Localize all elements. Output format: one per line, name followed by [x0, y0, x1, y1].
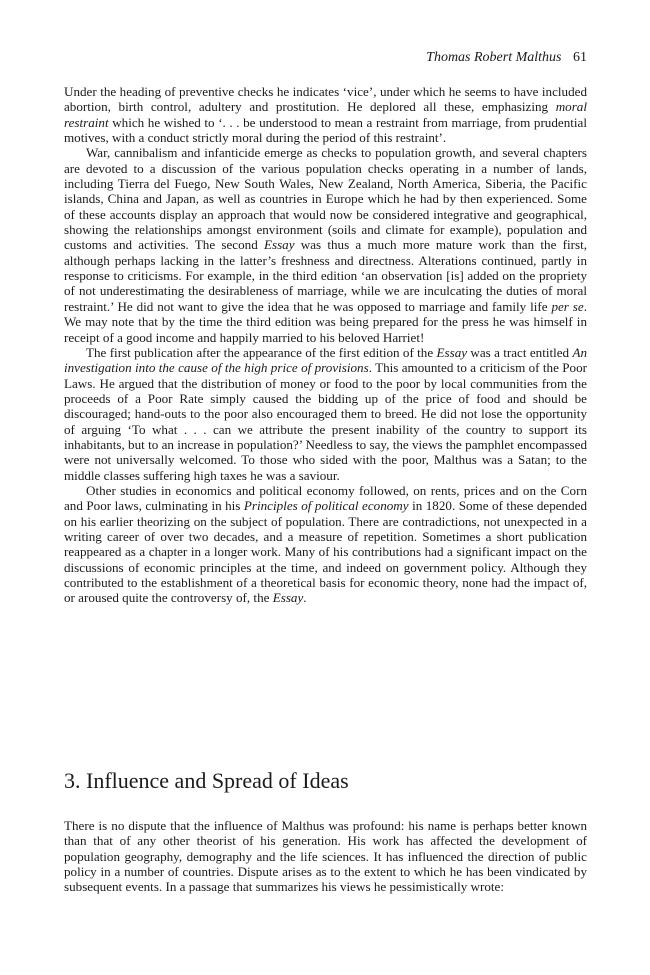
- text-run: was thus a much more mature work than the first, although perhaps lacking in the latter’s freshness and directness. Alterations continued, partly in response to criticisms. For example, in the third edition ‘an observation [is] added on the propriety of not underestimating the desirableness of marriage, while we are inculcating the duties of moral restraint.’ He did not want to give the idea that he was opposed to marriage and family life: [64, 237, 587, 314]
- section-influence: [64, 768, 587, 895]
- running-head: [426, 50, 587, 66]
- page-number: 61: [573, 50, 587, 65]
- text-run: Other studies in economics and political economy followed, on rents, prices and on the Corn and Poor laws, culminating in his: [64, 482, 587, 514]
- paragraph: [64, 483, 587, 606]
- text-run: which he wished to ‘. . . be understood to mean a restraint from marriage, from prudential motives, with a conduct strictly moral during the period of this restraint’.: [64, 114, 587, 146]
- italic-text: moral restraint: [64, 99, 587, 130]
- text-run: was a tract entitled: [467, 344, 573, 360]
- italic-text: An investigation into the cause of the high price of provisions: [64, 344, 587, 376]
- text-run: War, cannibalism and infanticide emerge as checks to population growth, and several chapters are devoted to a discussion of the various population checks operating in a number of lands, including Tierra del Fuego, New South Wales, New Zealand, North America, Siberia, the Pacific islands, China and Japan, as well as countries in Europe which he had by then experienced. Some of these accounts display an approach that would now be considered integrative and geographical, showing the relationships amongst environment (soils and climate for example), population and customs and activities. The second: [64, 145, 587, 253]
- text-run: .: [303, 590, 307, 606]
- running-head-author: Thomas Robert Malthus: [426, 50, 562, 65]
- text-run: . This amounted to a criticism of the Poor Laws. He argued that the distribution of money or food to the poor by local communities from the proceeds of a Poor Rate simply caused the bidding up of the price of food and should be discouraged; hand-outs to the poor also encouraged them to breed. He did not lose the opportunity of arguing ‘To what . . . can we attribute the present inability of the country to support its inhabitants, but to an increase in population?’ Needless to say, the views the pamphlet encompassed were not universally welcomed. To those who sided with the poor, Malthus was a Satan; to the middle classes suffering high taxes he was a saviour.: [64, 360, 587, 483]
- italic-text: Essay: [272, 590, 304, 606]
- paragraph: [64, 818, 587, 895]
- text-run: The first publication after the appearance of the first edition of the: [86, 344, 437, 360]
- paragraph: [64, 145, 587, 344]
- italic-text: per se: [551, 298, 584, 314]
- text-run: Under the heading of preventive checks he indicates ‘vice’, under which he seems to have included abortion, birth control, adultery and prostitution. He deplored all these, emphasizing: [64, 84, 587, 115]
- section-body: [64, 818, 587, 895]
- section-heading: 3. Influence and Spread of Ideas: [64, 768, 349, 793]
- paragraph: [64, 84, 587, 145]
- text-run: in 1820. Some of these depended on his earlier theorizing on the subject of population. There are contradictions, not unexpected in a writing career of over two decades, and a measure of repetition. Sometimes a short publication reappeared as a chapter in a longer work. Many of his contributions had a significant impact on the discussions of economic principles at the time, and indeed on government policy. Although they contributed to the establishment of a theoretical basis for economic theory, none had the impact of, or aroused quite the controversy of, the: [64, 498, 588, 606]
- italic-text: Essay: [263, 237, 295, 253]
- italic-text: Principles of political economy: [243, 498, 409, 514]
- text-run: There is no dispute that the influence of Malthus was profound: his name is perhaps better known than that of any other theorist of his generation. His work has affected the development of population geography, demography and the life sciences. It has influenced the direction of public policy in a number of countries. Dispute arises as to the extent to which he has been vindicated by subsequent events. In a passage that summarizes his views he pessimistically wrote:: [64, 818, 587, 895]
- italic-text: Essay: [436, 344, 468, 360]
- text-run: . We may note that by the time the third edition was being prepared for the press he was himself in receipt of a good income and happily married to his beloved Harriet!: [64, 298, 587, 345]
- paragraph: [64, 345, 587, 483]
- body-text: [64, 84, 587, 606]
